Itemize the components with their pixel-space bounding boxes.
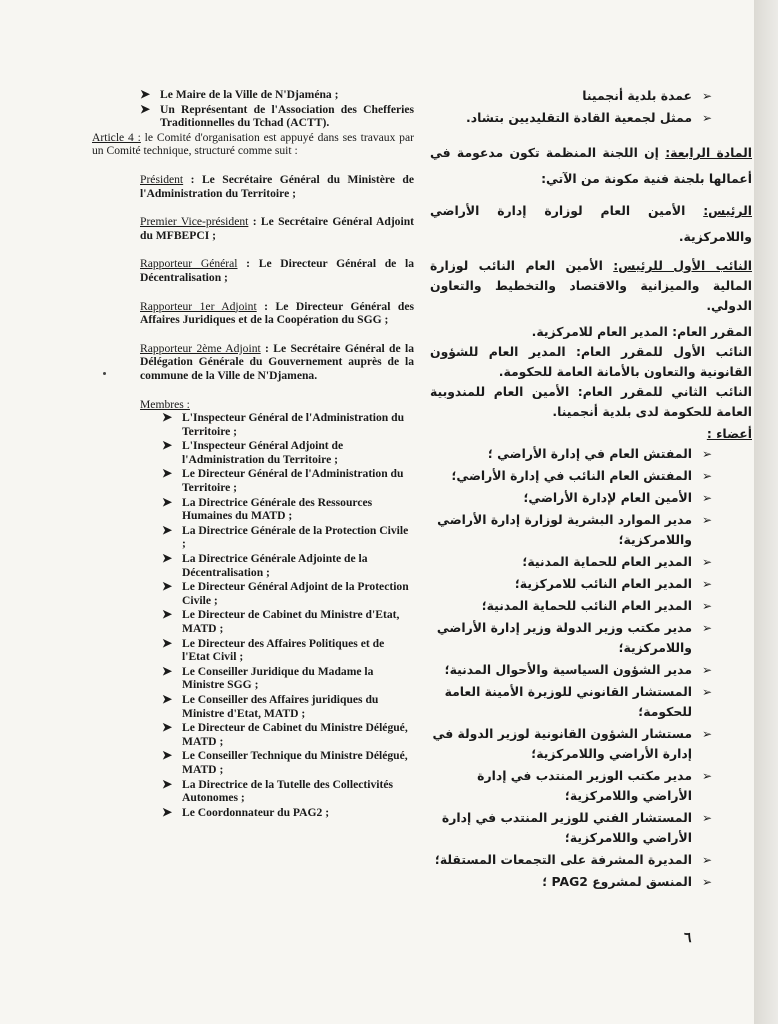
arrowhead-bullet-icon: ➤ xyxy=(162,776,173,791)
list-item: ➢ المدير العام النائب للحماية المدنية؛ xyxy=(430,596,712,616)
list-item: ➤ Le Directeur de Cabinet du Ministre d'Etat, MATD ; xyxy=(162,607,400,635)
arrowhead-bullet-icon: ➢ xyxy=(701,577,712,591)
arrowhead-bullet-icon: ➢ xyxy=(701,491,712,505)
arrowhead-bullet-icon: ➤ xyxy=(162,551,173,566)
role-president-ar: الرئيس: الأمين العام لوزارة إدارة الأراضي واللامركزية. xyxy=(430,203,752,244)
role-vice-president-ar: النائب الأول للرئيس: الأمين العام النائب لوزارة المالية والميزانية والاقتصاد والتخطيط والتعاون الدولي. xyxy=(430,258,752,313)
arrowhead-bullet-icon: ➢ xyxy=(701,469,712,483)
article-4 xyxy=(92,131,414,158)
list-item: ➤ La Directrice Générale Adjointe de la Décentralisation ; xyxy=(162,551,368,579)
arrowhead-bullet-icon: ➤ xyxy=(162,804,173,819)
arrowhead-bullet-icon: ➢ xyxy=(701,513,712,527)
list-item: ➢ مدير الموارد البشرية لوزارة إدارة الأراضي واللامركزية؛ xyxy=(437,512,712,547)
arrowhead-bullet-icon: ➢ xyxy=(701,853,712,867)
list-item: ➤ La Directrice de la Tutelle des Collectivités Autonomes ; xyxy=(162,776,394,805)
arabic-column xyxy=(430,86,752,894)
members-heading-ar: أعضاء : xyxy=(706,426,752,441)
list-item: ➢ المفتش العام في إدارة الأراضي ؛ xyxy=(430,444,712,464)
list-item: ➤ Le Directeur des Affaires Politiques et de l'Etat Civil ; xyxy=(162,635,385,664)
arrowhead-bullet-icon: ➤ xyxy=(162,522,173,537)
arrowhead-bullet-icon: ➤ xyxy=(140,101,151,116)
arrowhead-bullet-icon: ➢ xyxy=(701,685,712,699)
list-item: ➤ La Directrice Générale de la Protection Civile ; xyxy=(162,522,409,551)
page-edge xyxy=(754,0,778,1024)
role-rapporteur-1-ar: النائب الأول للمقرر العام: المدير العام للشؤون القانونية والتعاون بالأمانة العامة للحكومة. xyxy=(430,344,752,379)
page-number: ٦ xyxy=(684,931,692,946)
list-item: ➢ مدير مكتب وزير الدولة وزير إدارة الأراضي واللامركزية؛ xyxy=(436,620,712,655)
list-item: ➢ المستشار القانوني للوزيرة الأمينة العامة للحكومة؛ xyxy=(444,684,712,719)
list-item: ➢ عمدة بلدية أنجمينا xyxy=(430,86,712,106)
role-rapporteur-2: Rapporteur 2ème Adjoint : Le Secrétaire Général de la Délégation Générale du Gouvernement auprès de la commune de la Ville de N'Djamena. xyxy=(140,341,414,382)
list-item: ➢ مستشار الشؤون القانونية لوزير الدولة في إدارة الأراضي واللامركزية؛ xyxy=(432,726,712,761)
arrowhead-bullet-icon: ➢ xyxy=(701,621,712,635)
list-item: ➢ المدير العام النائب للامركزية؛ xyxy=(430,574,712,594)
list-item: ➤ La Directrice Générale des Ressources Humaines du MATD ; xyxy=(162,494,373,523)
arrowhead-bullet-icon: ➢ xyxy=(701,875,712,889)
french-column xyxy=(92,88,414,820)
list-item: ➤ Un Représentant de l'Association des Chefferies Traditionnelles du Tchad (ACTT). xyxy=(140,101,414,130)
list-item: ➢ المنسق لمشروع PAG2 ؛ xyxy=(430,872,712,892)
arrowhead-bullet-icon: ➤ xyxy=(162,579,173,594)
role-rapporteur-2-ar: النائب الثاني للمقرر العام: الأمين العام للمندوبية العامة للحكومة لدى بلدية أنجمينا. xyxy=(430,384,752,419)
list-item: ➤ Le Conseiller Technique du Ministre Délégué, MATD ; xyxy=(162,748,408,776)
speck xyxy=(103,372,106,375)
arrowhead-bullet-icon: ➢ xyxy=(701,555,712,569)
role-rapporteur-1: Rapporteur 1er Adjoint : Le Directeur Général des Affaires Juridiques et de la Coopération du SGG ; xyxy=(140,299,414,327)
list-item: ➢ المديرة المشرفة على التجمعات المستقلة؛ xyxy=(430,850,712,870)
role-president: Président : Le Secrétaire Général du Ministère de l'Administration du Territoire ; xyxy=(140,172,414,200)
arrowhead-bullet-icon: ➢ xyxy=(701,89,712,103)
arrowhead-bullet-icon: ➤ xyxy=(140,87,151,101)
list-item: ➢ المستشار الفني للوزير المنتدب في إدارة الأراضي واللامركزية؛ xyxy=(441,810,712,845)
article-label: Article 4 : xyxy=(92,130,141,144)
arrowhead-bullet-icon: ➤ xyxy=(162,663,173,678)
arrowhead-bullet-icon: ➤ xyxy=(162,466,173,481)
role-rapporteur-general-ar: المقرر العام: المدير العام للامركزية. xyxy=(531,324,752,339)
list-item: ➤ Le Coordonnateur du PAG2 ; xyxy=(162,804,330,819)
list-item: ➤ Le Directeur de Cabinet du Ministre Délégué, MATD ; xyxy=(162,720,408,748)
list-item: ➤ L'Inspecteur Général de l'Administration du Territoire ; xyxy=(162,410,405,438)
arrowhead-bullet-icon: ➤ xyxy=(162,410,173,425)
arrowhead-bullet-icon: ➤ xyxy=(162,748,173,763)
arrowhead-bullet-icon: ➤ xyxy=(162,720,173,735)
arrowhead-bullet-icon: ➢ xyxy=(701,811,712,825)
article-4-ar: المادة الرابعة: إن اللجنة المنظمة تكون مدعومة في أعمالها بلجنة فنية مكونة من الآتي: xyxy=(430,145,752,186)
list-item: ➤ Le Directeur Général de l'Administration du Territoire ; xyxy=(162,466,404,495)
list-item: ➤ Le Maire de la Ville de N'Djaména ; xyxy=(140,87,339,101)
list-item: ➢ المفتش العام النائب في إدارة الأراضي؛ xyxy=(430,466,712,486)
list-item: ➢ مدير مكتب الوزير المنتدب في إدارة الأراضي واللامركزية؛ xyxy=(477,768,712,803)
list-item: ➤ Le Directeur Général Adjoint de la Protection Civile ; xyxy=(162,579,409,607)
list-item: ➢ ممثل لجمعية القادة التقليديين بتشاد. xyxy=(430,108,712,128)
arrowhead-bullet-icon: ➢ xyxy=(701,663,712,677)
role-rapporteur-general: Rapporteur Général : Le Directeur Général de la Décentralisation ; xyxy=(140,257,414,284)
list-item: ➤ L'Inspecteur Général Adjoint de l'Administration du Territoire ; xyxy=(162,438,344,466)
arrowhead-bullet-icon: ➢ xyxy=(701,727,712,741)
arrowhead-bullet-icon: ➤ xyxy=(162,438,173,453)
arrowhead-bullet-icon: ➢ xyxy=(701,599,712,613)
list-item: ➤ Le Conseiller Juridique du Madame la Ministre SGG ; xyxy=(162,663,374,692)
arrowhead-bullet-icon: ➢ xyxy=(701,769,712,783)
arrowhead-bullet-icon: ➤ xyxy=(162,607,173,622)
list-item: ➢ مدير الشؤون السياسية والأحوال المدنية؛ xyxy=(430,660,712,680)
arrowhead-bullet-icon: ➤ xyxy=(162,691,173,706)
arrowhead-bullet-icon: ➤ xyxy=(162,494,173,509)
role-vice-president: Premier Vice-président : Le Secrétaire Général Adjoint du MFBEPCI ; xyxy=(140,215,415,242)
arrowhead-bullet-icon: ➤ xyxy=(162,635,173,650)
article-label-ar: المادة الرابعة: xyxy=(665,145,752,160)
list-item: ➢ الأمين العام لإدارة الأراضي؛ xyxy=(430,488,712,508)
article-text: le Comité d'organisation est appuyé dans ses travaux par un Comité technique, structuré comme suit : xyxy=(92,130,414,158)
members-list-ar xyxy=(430,444,752,892)
members-list xyxy=(92,411,414,819)
members-heading: Membres : xyxy=(140,397,190,411)
arrowhead-bullet-icon: ➢ xyxy=(701,111,712,125)
arrowhead-bullet-icon: ➢ xyxy=(701,447,712,461)
list-item: ➢ المدير العام للحماية المدنية؛ xyxy=(430,552,712,572)
list-item: ➤ Le Conseiller des Affaires juridiques du Ministre d'Etat, MATD ; xyxy=(162,691,379,720)
